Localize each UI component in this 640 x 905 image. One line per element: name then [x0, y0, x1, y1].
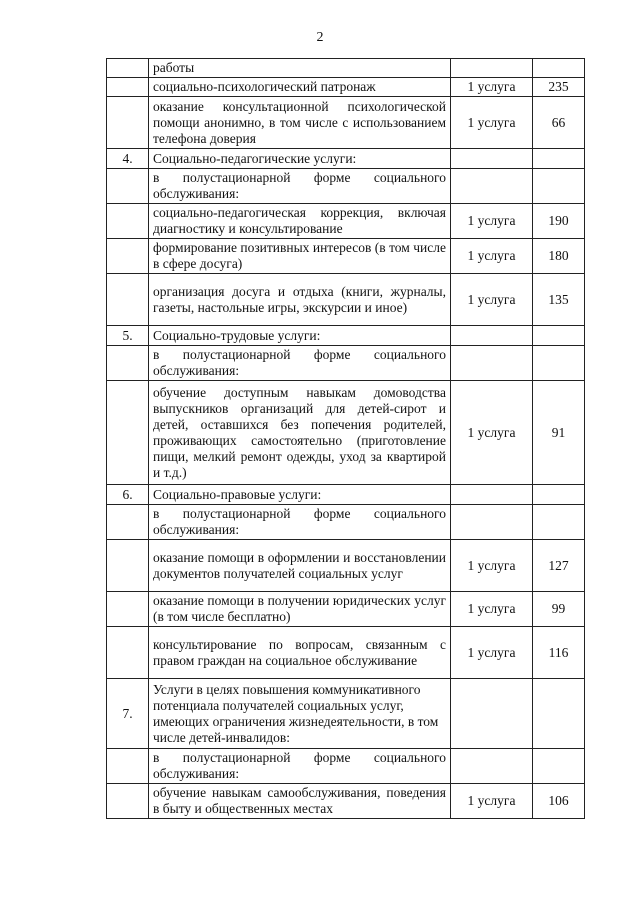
- service-name: обучение навыкам самообслуживания, поведения в быту и общественных местах: [149, 784, 451, 819]
- service-unit: 1 услуга: [451, 204, 533, 239]
- service-price: [533, 679, 585, 749]
- row-number: [107, 78, 149, 97]
- page-number: 2: [316, 30, 324, 45]
- row-number: [107, 169, 149, 204]
- row-number: [107, 505, 149, 540]
- services-table: [106, 58, 585, 819]
- service-name: консультирование по вопросам, связанным с правом граждан на социальное обслуживание: [149, 627, 451, 679]
- service-price: [533, 505, 585, 540]
- service-name: организация досуга и отдыха (книги, журналы, газеты, настольные игры, экскурсии и иное): [149, 274, 451, 326]
- service-name: формирование позитивных интересов (в том числе в сфере досуга): [149, 239, 451, 274]
- table-row: [107, 78, 585, 97]
- service-name: социально-педагогическая коррекция, включая диагностику и консультирование: [149, 204, 451, 239]
- table-row: [107, 592, 585, 627]
- table-row: [107, 381, 585, 485]
- service-name: оказание консультационной психологической помощи анонимно, в том числе с использованием телефона доверия: [149, 97, 451, 149]
- table-row: [107, 505, 585, 540]
- row-number: [107, 381, 149, 485]
- table-row: [107, 59, 585, 78]
- service-unit: [451, 169, 533, 204]
- service-name: оказание помощи в получении юридических услуг (в том числе бесплатно): [149, 592, 451, 627]
- row-number: [107, 592, 149, 627]
- service-unit: [451, 326, 533, 346]
- service-unit: 1 услуга: [451, 97, 533, 149]
- service-unit: [451, 149, 533, 169]
- service-name: в полустационарной форме социального обслуживания:: [149, 505, 451, 540]
- service-price: 135: [533, 274, 585, 326]
- service-price: [533, 326, 585, 346]
- service-unit: [451, 485, 533, 505]
- service-unit: [451, 749, 533, 784]
- row-number: [107, 346, 149, 381]
- row-number: [107, 59, 149, 78]
- row-number: [107, 540, 149, 592]
- row-number: [107, 204, 149, 239]
- table-row: [107, 346, 585, 381]
- table-row: [107, 204, 585, 239]
- service-name: работы: [149, 59, 451, 78]
- service-name: в полустационарной форме социального обслуживания:: [149, 749, 451, 784]
- service-unit: 1 услуга: [451, 592, 533, 627]
- service-price: [533, 749, 585, 784]
- row-number: 7.: [107, 679, 149, 749]
- service-price: 106: [533, 784, 585, 819]
- service-price: 235: [533, 78, 585, 97]
- table-row: [107, 784, 585, 819]
- service-unit: 1 услуга: [451, 627, 533, 679]
- service-unit: [451, 679, 533, 749]
- table-row: [107, 169, 585, 204]
- service-price: [533, 346, 585, 381]
- row-number: [107, 749, 149, 784]
- service-name: социально-психологический патронаж: [149, 78, 451, 97]
- service-price: 91: [533, 381, 585, 485]
- table-row: [107, 627, 585, 679]
- service-price: 66: [533, 97, 585, 149]
- services-table-body: [107, 59, 585, 819]
- table-row: [107, 97, 585, 149]
- service-price: [533, 485, 585, 505]
- table-row: [107, 749, 585, 784]
- service-price: 116: [533, 627, 585, 679]
- service-price: [533, 149, 585, 169]
- service-price: 99: [533, 592, 585, 627]
- row-number: 5.: [107, 326, 149, 346]
- service-name: в полустационарной форме социального обслуживания:: [149, 346, 451, 381]
- table-row: [107, 274, 585, 326]
- service-unit: [451, 505, 533, 540]
- service-name: в полустационарной форме социального обслуживания:: [149, 169, 451, 204]
- row-number: [107, 239, 149, 274]
- row-number: 6.: [107, 485, 149, 505]
- service-price: [533, 169, 585, 204]
- table-row: [107, 679, 585, 749]
- service-price: [533, 59, 585, 78]
- service-name: Услуги в целях повышения коммуникативного потенциала получателей социальных услуг, имеющих ограничения жизнедеятельности, в том числе детей-инвалидов:: [149, 679, 451, 749]
- row-number: [107, 274, 149, 326]
- service-unit: 1 услуга: [451, 239, 533, 274]
- table-row: [107, 149, 585, 169]
- service-unit: 1 услуга: [451, 540, 533, 592]
- row-number: 4.: [107, 149, 149, 169]
- service-name: Социально-педагогические услуги:: [149, 149, 451, 169]
- table-row: [107, 239, 585, 274]
- table-row: [107, 485, 585, 505]
- service-unit: [451, 346, 533, 381]
- service-price: 180: [533, 239, 585, 274]
- service-name: обучение доступным навыкам домоводства выпускников организаций для детей-сирот и детей, оставшихся без попечения родителей, проживающих самостоятельно (приготовление пищи, мелкий ремонт одежды, уход за квартирой и т.д.): [149, 381, 451, 485]
- service-price: 127: [533, 540, 585, 592]
- table-row: [107, 326, 585, 346]
- service-unit: [451, 59, 533, 78]
- service-unit: 1 услуга: [451, 381, 533, 485]
- row-number: [107, 784, 149, 819]
- service-name: Социально-трудовые услуги:: [149, 326, 451, 346]
- service-unit: 1 услуга: [451, 784, 533, 819]
- table-row: [107, 540, 585, 592]
- service-price: 190: [533, 204, 585, 239]
- service-name: оказание помощи в оформлении и восстановлении документов получателей социальных услуг: [149, 540, 451, 592]
- row-number: [107, 627, 149, 679]
- row-number: [107, 97, 149, 149]
- service-name: Социально-правовые услуги:: [149, 485, 451, 505]
- service-unit: 1 услуга: [451, 274, 533, 326]
- service-unit: 1 услуга: [451, 78, 533, 97]
